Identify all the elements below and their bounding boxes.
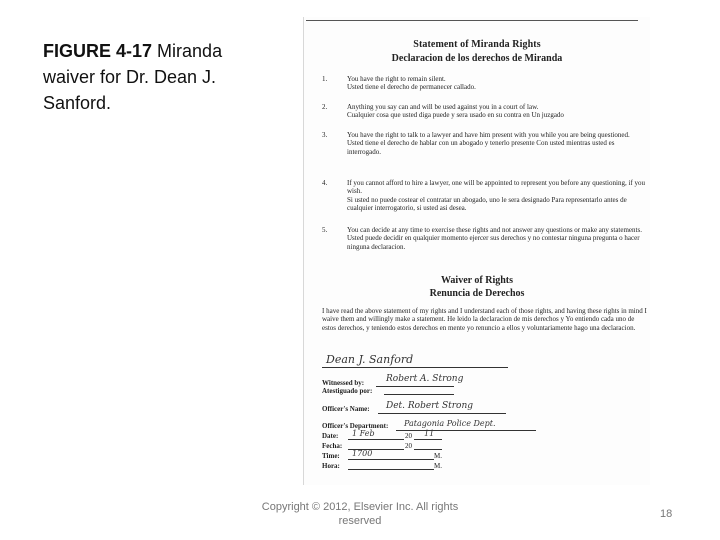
hora-label: Hora:: [322, 462, 340, 470]
page-number: 18: [660, 508, 673, 520]
witness-line: [376, 386, 454, 387]
officer-name-line: [378, 413, 506, 414]
officer-department-value: Patagonia Police Dept.: [404, 419, 496, 428]
form-title-english: Statement of Miranda Rights: [413, 39, 541, 50]
atestiguado-label: Atestiguado por:: [322, 387, 373, 395]
rights-item-english: You can decide at any time to exercise these rights and not answer any questions or make any statements.: [347, 226, 642, 234]
rights-item-spanish: Si usted no puede costear el contratar un abogado, uno le sera designado Para representarlo antes de cualquier interrogatorio, si usted asi desea.: [347, 195, 627, 213]
time-label: Time:: [322, 452, 340, 460]
witness-signature: Robert A. Strong: [386, 374, 464, 384]
rights-item-spanish: Cualquier cosa que usted diga puede y sera usado en su contra en Un juzgado: [347, 111, 564, 120]
waiver-title-english: Waiver of Rights: [440, 275, 514, 286]
figure-label: FIGURE 4-17: [43, 41, 153, 61]
rights-item-number: 4.: [322, 179, 328, 187]
figure-caption-text: Miranda waiver for Dr. Dean J. Sanford.: [43, 41, 223, 113]
date-label: Date:: [322, 432, 339, 440]
suspect-signature: Dean J. Sanford: [326, 353, 414, 366]
atestiguado-line: [384, 394, 454, 395]
officer-department-label: Officer's Department:: [322, 422, 389, 430]
rights-item-spanish: Usted tiene el derecho de permanecer callado.: [347, 83, 476, 92]
rights-item-number: 1.: [322, 75, 328, 83]
fecha-year-line: [414, 449, 442, 450]
date-year-line: [414, 439, 442, 440]
rights-item-spanish: Usted tiene el derecho de hablar con un abogado y tenerlo presente Con usted mientras usted es interrogado.: [347, 139, 615, 156]
date-value: 1 Feb: [352, 429, 375, 438]
date-line: [348, 439, 404, 440]
form-title-spanish: Declaracion de los derechos de Miranda: [391, 53, 563, 64]
fecha-year-prefix: 20: [405, 442, 412, 450]
time-value: 1700: [352, 449, 373, 458]
miranda-form-scan: [303, 17, 650, 485]
hora-line: [348, 469, 434, 470]
rights-item-number: 5.: [322, 226, 328, 234]
copyright-footer: Copyright © 2012, Elsevier Inc. All rights reserved: [261, 501, 459, 527]
officer-department-line: [396, 430, 536, 431]
rights-item-english: Anything you say can and will be used against you in a court of law.: [347, 103, 539, 111]
officer-name-signature: Det. Robert Strong: [386, 401, 474, 411]
signature-line: [322, 367, 508, 368]
date-year-value: 11: [424, 429, 435, 438]
figure-caption: [43, 38, 253, 116]
waiver-title-spanish: Renuncia de Derechos: [429, 288, 525, 299]
hora-suffix: M.: [434, 462, 442, 470]
waiver-statement: I have read the above statement of my rights and I understand each of those rights, and having these rights in mind I waive them and willingly make a statement. He leido la declaracion de mis derechos y Yo entiendo cada uno de estos derechos, y teniendo estos derechos en mente yo renuncio a ellos y voluntariamente hago una declaracion.: [322, 307, 647, 332]
fecha-label: Fecha:: [322, 442, 343, 450]
time-suffix: M.: [434, 452, 442, 460]
rights-item-english: You have the right to remain silent.: [347, 75, 446, 83]
rights-item-spanish: Usted puede decidir en qualquier momento ejercer sus derechos y no contestar ninguna pregunta o hacer ninguna declaracion.: [347, 234, 640, 251]
date-year-prefix: 20: [405, 432, 412, 440]
rights-item-english: If you cannot afford to hire a lawyer, one will be appointed to represent you before any questioning, if you wish.: [347, 179, 645, 196]
rights-item-number: 3.: [322, 131, 328, 139]
rights-item-english: You have the right to talk to a lawyer and have him present with you while you are being questioned.: [347, 131, 630, 139]
witnessed-by-label: Witnessed by:: [322, 379, 365, 387]
rights-item-number: 2.: [322, 103, 328, 111]
officer-name-label: Officer's Name:: [322, 405, 370, 413]
time-line: [348, 459, 434, 460]
